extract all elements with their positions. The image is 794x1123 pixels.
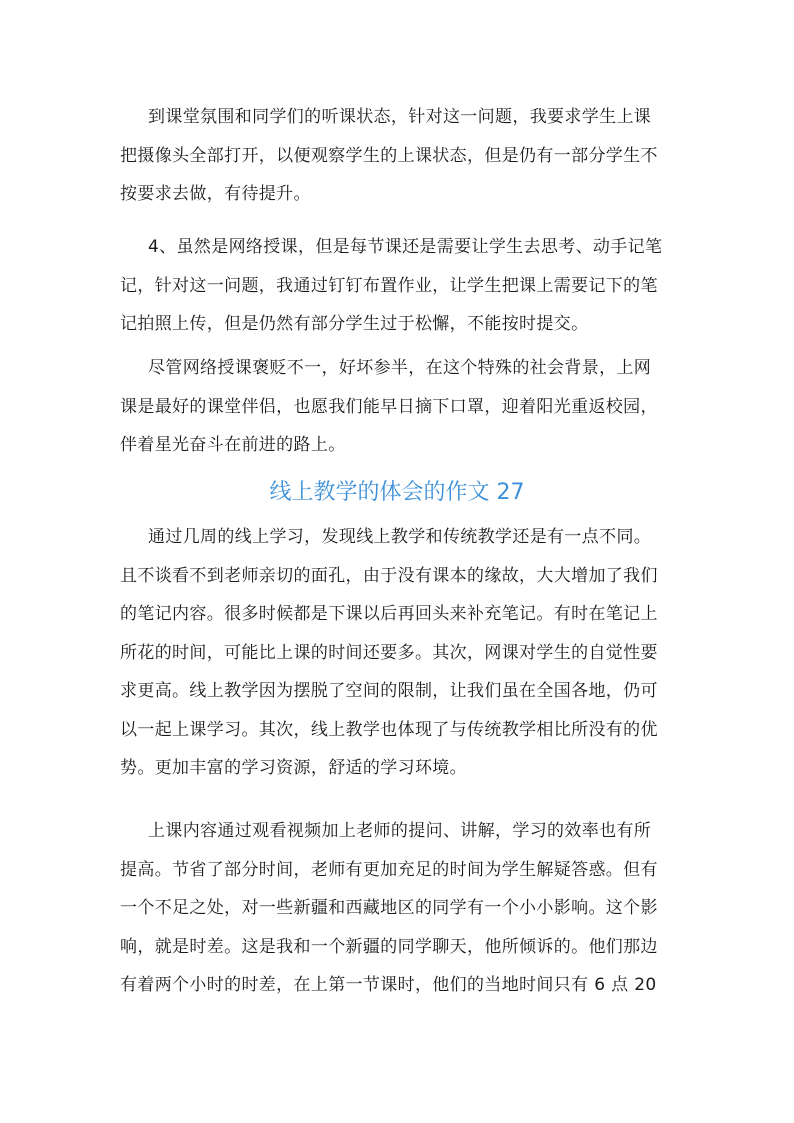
text-line: 一个不足之处，对一些新疆和西藏地区的同学有一个小小影响。这个影 <box>120 898 658 918</box>
text-line: 上课内容通过观看视频加上老师的提问、讲解，学习的效率也有所 <box>148 821 652 841</box>
text-line: 求更高。线上教学因为摆脱了空间的限制，让我们虽在全国各地，仍可 <box>120 681 658 701</box>
text-line: 伴着星光奋斗在前进的路上。 <box>120 435 346 455</box>
text-line: 按要求去做，有待提升。 <box>120 184 311 204</box>
text-line: 4、虽然是网络授课，但是每节课还是需要让学生去思考、动手记笔 <box>148 237 663 257</box>
text-line: 记拍照上传，但是仍然有部分学生过于松懈，不能按时提交。 <box>120 314 589 334</box>
text-line: 通过几周的线上学习，发现线上教学和传统教学还是有一点不同。 <box>148 527 652 547</box>
paragraph-2 <box>120 228 675 344</box>
text-line: 响，就是时差。这是我和一个新疆的同学聊天，他所倾诉的。他们那边 <box>120 936 658 957</box>
text-line: 把摄像头全部打开，以便观察学生的上课状态，但是仍有一部分学生不 <box>120 145 658 166</box>
section-heading: 线上教学的体会的作文 27 <box>269 480 525 505</box>
text-line: 的笔记内容。很多时候都是下课以后再回头来补充笔记。有时在笔记上 <box>120 604 658 624</box>
text-line: 以一起上课学习。其次，线上教学也体现了与传统教学相比所没有的优 <box>120 719 658 740</box>
text-line: 势。更加丰富的学习资源，舒适的学习环境。 <box>120 758 467 778</box>
paragraph-1 <box>120 98 675 214</box>
paragraph-4 <box>120 518 675 788</box>
text-line: 尽管网络授课褒贬不一，好坏参半，在这个特殊的社会背景，上网 <box>148 358 652 378</box>
paragraph-3 <box>120 349 675 465</box>
text-line: 所花的时间，可能比上课的时间还要多。其次，网课对学生的自觉性要 <box>120 642 658 663</box>
text-line: 提高。节省了部分时间，老师有更加充足的时间为学生解疑答惑。但有 <box>120 859 658 880</box>
text-line: 课是最好的课堂伴侣，也愿我们能早日摘下口罩，迎着阳光重返校园， <box>120 396 658 417</box>
text-line: 到课堂氛围和同学们的听课状态，针对这一问题，我要求学生上课 <box>148 107 652 127</box>
text-line: 有着两个小时的时差，在上第一节课时，他们的当地时间只有 6 点 20 <box>120 975 657 995</box>
text-line: 且不谈看不到老师亲切的面孔，由于没有课本的缘故，大大增加了我们 <box>120 565 658 586</box>
paragraph-5 <box>120 812 675 1005</box>
text-line: 记，针对这一问题，我通过钉钉布置作业，让学生把课上需要记下的笔 <box>120 275 658 296</box>
